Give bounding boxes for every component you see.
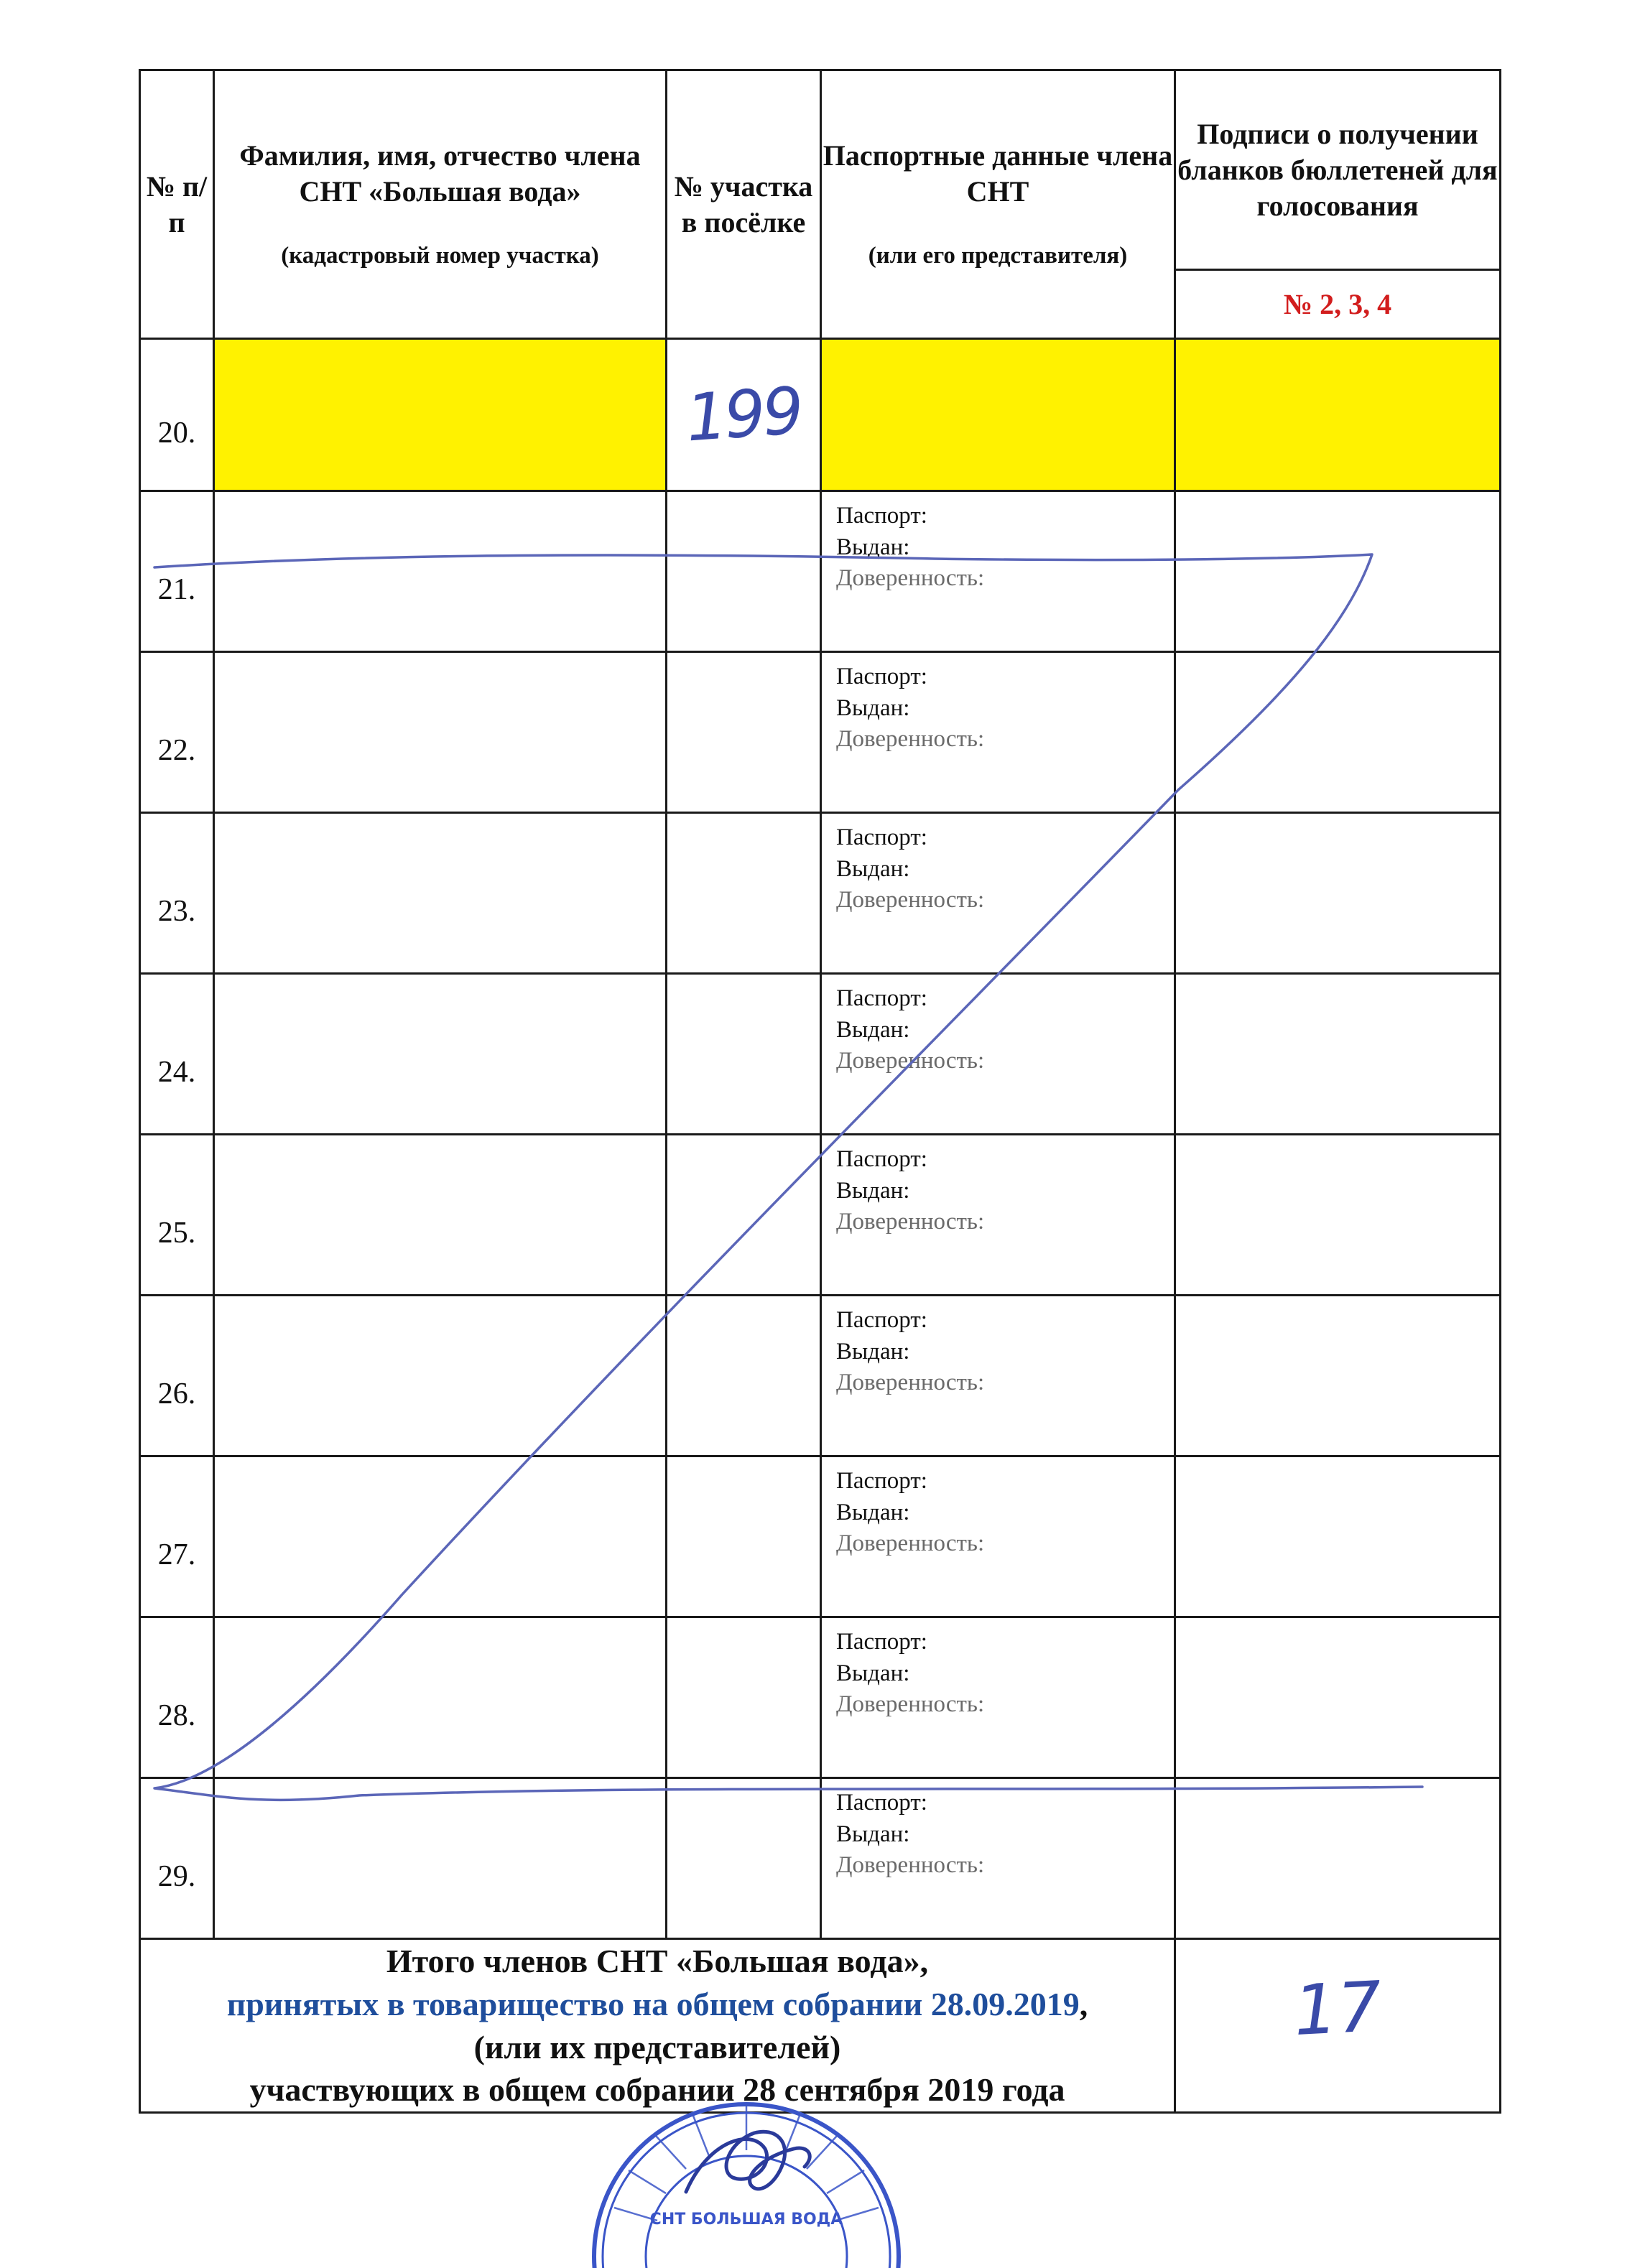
row-signature-cell <box>1175 813 1501 974</box>
row-name-cell <box>214 1778 667 1939</box>
total-count-cell <box>1175 1939 1501 2113</box>
row-num: 28. <box>140 1617 214 1778</box>
handwritten-plot-number: 199 <box>683 373 804 457</box>
table-row <box>140 813 1501 974</box>
header-num: № п/п <box>140 70 214 339</box>
row-signature-cell <box>1175 491 1501 652</box>
table-row <box>140 1778 1501 1939</box>
row-name-cell <box>214 813 667 974</box>
row-num: 25. <box>140 1135 214 1296</box>
table-row <box>140 1135 1501 1296</box>
row-passport-cell: Паспорт: Выдан: Доверенность: <box>821 1296 1175 1456</box>
row-name-cell <box>214 339 667 491</box>
row-name-cell <box>214 974 667 1135</box>
row-plot-cell <box>667 813 821 974</box>
row-num: 20. <box>140 339 214 491</box>
row-plot-cell <box>667 652 821 813</box>
row-num: 27. <box>140 1456 214 1617</box>
row-num: 23. <box>140 813 214 974</box>
header-passport-sub: (или его представителя) <box>868 242 1128 269</box>
row-name-cell <box>214 1296 667 1456</box>
header-passport: Паспортные данные члена СНТ (или его представителя) <box>821 70 1175 339</box>
row-name-cell <box>214 652 667 813</box>
row-num: 29. <box>140 1778 214 1939</box>
row-signature-cell <box>1175 1456 1501 1617</box>
total-line-1: Итого членов СНТ «Большая вода», <box>386 1943 929 1979</box>
row-signature-cell <box>1175 1778 1501 1939</box>
row-num: 24. <box>140 974 214 1135</box>
row-passport-cell: Паспорт: Выдан: Доверенность: <box>821 652 1175 813</box>
row-plot-cell <box>667 1778 821 1939</box>
row-signature-cell <box>1175 1296 1501 1456</box>
row-num: 21. <box>140 491 214 652</box>
row-signature-cell <box>1175 1617 1501 1778</box>
row-plot-cell <box>667 1456 821 1617</box>
row-signature-cell <box>1175 974 1501 1135</box>
seal-text: СНТ БОЛЬШАЯ ВОДА <box>649 2211 843 2229</box>
table-row <box>140 1296 1501 1456</box>
header-name: Фамилия, имя, отчество члена СНТ «Большая вода» (кадастровый номер участка) <box>214 70 667 339</box>
row-passport-cell: Паспорт: Выдан: Доверенность: <box>821 1135 1175 1296</box>
total-line-4: участвующих в общем собрании 28 сентября 2019 года <box>249 2071 1065 2109</box>
header-name-sub: (кадастровый номер участка) <box>281 242 599 269</box>
row-passport-cell <box>821 339 1175 491</box>
total-line-2: принятых в товарищество на общем собрании 28.09.2019, <box>226 1985 1088 2022</box>
handwritten-total-count: 17 <box>1292 1966 1384 2052</box>
row-passport-cell: Паспорт: Выдан: Доверенность: <box>821 1617 1175 1778</box>
signature-mark <box>686 2132 810 2192</box>
header-signatures: Подписи о получении бланков бюллетеней для голосования <box>1175 70 1501 270</box>
row-passport-cell: Паспорт: Выдан: Доверенность: <box>821 813 1175 974</box>
row-signature-cell <box>1175 1135 1501 1296</box>
total-line-3: (или их представителей) <box>473 2028 841 2065</box>
table-row <box>140 491 1501 652</box>
row-passport-cell: Паспорт: Выдан: Доверенность: <box>821 1456 1175 1617</box>
table-row <box>140 652 1501 813</box>
member-registry-table <box>139 69 1501 2114</box>
row-num: 22. <box>140 652 214 813</box>
row-signature-cell <box>1175 339 1501 491</box>
row-name-cell <box>214 1617 667 1778</box>
row-signature-cell <box>1175 652 1501 813</box>
table-row <box>140 339 1501 491</box>
row-plot-cell <box>667 1617 821 1778</box>
row-passport-cell: Паспорт: Выдан: Доверенность: <box>821 1778 1175 1939</box>
row-plot-cell <box>667 1135 821 1296</box>
row-name-cell <box>214 1456 667 1617</box>
row-plot-cell <box>667 1296 821 1456</box>
header-plot: № участка в посёлке <box>667 70 821 339</box>
organization-seal <box>585 2041 907 2268</box>
row-name-cell <box>214 491 667 652</box>
row-plot-cell <box>667 339 821 491</box>
row-passport-cell: Паспорт: Выдан: Доверенность: <box>821 491 1175 652</box>
table-row <box>140 1617 1501 1778</box>
row-plot-cell <box>667 491 821 652</box>
row-num: 26. <box>140 1296 214 1456</box>
row-plot-cell <box>667 974 821 1135</box>
row-name-cell <box>214 1135 667 1296</box>
table-row <box>140 974 1501 1135</box>
table-row <box>140 1456 1501 1617</box>
row-passport-cell: Паспорт: Выдан: Доверенность: <box>821 974 1175 1135</box>
header-ballots-code: № 2, 3, 4 <box>1175 270 1501 339</box>
